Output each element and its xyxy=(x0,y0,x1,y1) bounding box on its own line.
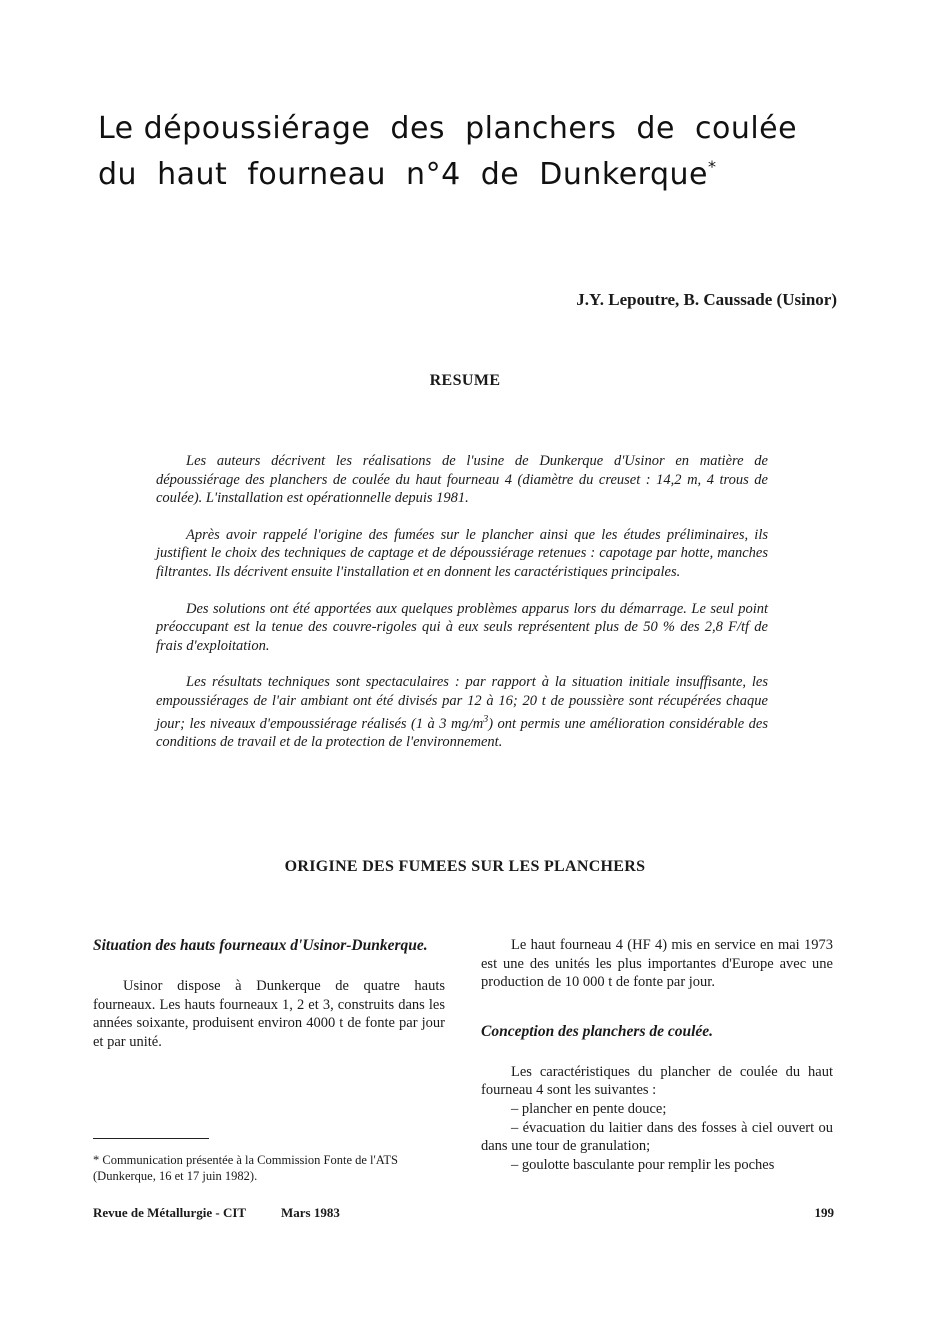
left-paragraph: Usinor dispose à Dunkerque de quatre hauts fourneaux. Les hauts fourneaux 1, 2 et 3, construits dans les années soixante, produisent environ 4000 t de fonte par jour et par unité. xyxy=(93,978,445,1050)
title-line-2-text: du haut fourneau n°4 de Dunkerque xyxy=(98,157,709,192)
right-paragraph: Le haut fourneau 4 (HF 4) mis en service en mai 1973 est une des unités les plus importantes d'Europe avec une production de 10 000 t de fonte par jour. xyxy=(481,937,833,991)
abstract-paragraph: Des solutions ont été apportées aux quelques problèmes apparus lors du démarrage. Le seul point préoccupant est la tenue des couvre-rigoles qui à eux seuls représentent plus de 50 % des 2,8 F/tf de frais d'exploitation. xyxy=(156,600,768,654)
abstract-last-after: ) ont permis une amélioration considérable des conditions de travail et de la protection de l'environnement. xyxy=(156,715,768,750)
left-subheading: Situation des hauts fourneaux d'Usinor-Dunkerque. xyxy=(93,937,428,954)
list-item: – évacuation du laitier dans des fosses à ciel ouvert ou dans une tour de granulation; xyxy=(481,1119,833,1155)
list-item: – goulotte basculante pour remplir les poches xyxy=(511,1156,775,1173)
article-title xyxy=(98,110,858,194)
abstract-last-before: Les résultats techniques sont spectaculaires : par rapport à la situation initiale insuffisante, les empoussiérages de l'air ambiant ont été divisés par 12 à 16; 20 t de poussière sont récupérées chaque jour; les niveaux d'empoussiérage réalisés (1 à 3 mg/m xyxy=(156,674,768,732)
title-line-2 xyxy=(98,148,858,194)
right-subheading: Conception des planchers de coulée. xyxy=(481,1022,714,1040)
footnote: * Communication présentée à la Commission Fonte de l'ATS (Dunkerque, 16 et 17 juin 1982). xyxy=(93,1153,398,1183)
left-column xyxy=(93,936,445,1051)
footer-journal: Revue de Métallurgie - CIT xyxy=(93,1205,247,1220)
abstract xyxy=(156,452,768,770)
footer-date: Mars 1983 xyxy=(281,1205,340,1220)
title-footnote-mark: * xyxy=(708,157,717,176)
abstract-superscript: 3 xyxy=(483,713,489,725)
spacer xyxy=(481,992,833,1022)
right-intro: Les caractéristiques du plancher de coulée du haut fourneau 4 sont les suivantes : xyxy=(481,1063,833,1099)
abstract-paragraph: Les auteurs décrivent les réalisations de l'usine de Dunkerque d'Usinor en matière de dépoussiérage des planchers de coulée du haut fourneau 4 (diamètre du creuset : 14,2 m, 4 trous de coulée). L'installation est opérationnelle depuis 1981. xyxy=(156,453,768,507)
abstract-paragraph-last xyxy=(156,673,768,751)
resume-heading: RESUME xyxy=(429,372,501,389)
page-number: 199 xyxy=(814,1205,834,1220)
authors: J.Y. Lepoutre, B. Caussade (Usinor) xyxy=(576,290,837,309)
list-item: – plancher en pente douce; xyxy=(511,1100,667,1117)
title-line-1: Le dépoussiérage des planchers de coulée xyxy=(98,111,798,146)
abstract-paragraph: Après avoir rappelé l'origine des fumées sur le plancher ainsi que les études préliminaires, ils justifient le choix des techniques de captage et de dépoussiérage retenues : capotage par hotte, manches filtrantes. Ils décrivent ensuite l'installation et en donnent les caractéristiques principales. xyxy=(156,526,768,580)
right-column xyxy=(481,936,833,1174)
section-heading: ORIGINE DES FUMEES SUR LES PLANCHERS xyxy=(284,858,646,875)
footnote-rule xyxy=(93,1138,209,1139)
